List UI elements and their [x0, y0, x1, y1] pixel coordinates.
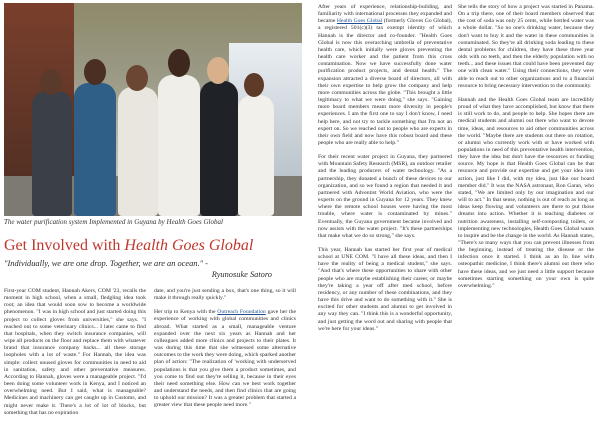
photo-person: [74, 83, 116, 216]
quote-author: Ryunosuke Satoro: [211, 270, 272, 279]
pull-quote: "Individually, we are one drop. Together, we are an ocean." -: [4, 259, 208, 268]
photo-person-head: [126, 65, 148, 91]
photo-person: [200, 81, 238, 216]
photo-person-head: [168, 49, 190, 77]
paragraph: Hannah and the Health Goes Global team are incredibly proud of what they have accomplished, but know that there is still work to do, and people to help. She hopes there are medical students and alumni out there who want to devote time, ideas, and resources to aid other communities across the world. "Maybe there are students out there on rotation, or alumni who currently work with or have worked with populations in need of this preventative health intervention, they have the idea but don't have the resources or funding source. My hope is that Health Goes Global can be that resource and provide our expertise and get your idea into action, just like I did, with my idea, just like our board member did." It was the NASA astronaut, Ron Garan, who stated, "We are limited only by our imagination and our will to act." In that sense, nothing is out of reach as long as ideas keep flowing and volunteers are there to put those dreams into action. Whether it is teaching diabetes or nutrition awareness, installing self-composting toilets, or implementing new technologies, Health Goes Global wants to inspire and be the change in the world. As Hannah states, "There's so many ways that you can prevent illnesses from the beginning, instead of treating the disease or the infection once it started. I think as an In line with osteopathic medicine, I think there's alumni out there who have these ideas, and we just need a little support because sometimes starting something on your own is quite overwhelming.": [458, 96, 594, 289]
article-column-1: [4, 288, 146, 422]
photo-person: [118, 87, 158, 216]
article-column-3: [318, 4, 452, 422]
text-run: After years of experience, relationship-building, and familiarity with international processes they expanded and became: [318, 4, 452, 25]
photo-person: [158, 75, 200, 216]
photo-person-head: [207, 57, 229, 84]
health-goes-global-link[interactable]: Health Goes Global: [336, 18, 383, 25]
photo-person-head: [244, 73, 264, 97]
text-run: Her trip to Kenya with the: [154, 309, 218, 316]
heading-prefix: Get Involved with: [4, 237, 125, 254]
paragraph: date, and you're just sending a box, that's one thing, so it will make it through really quickly.": [154, 288, 296, 302]
paragraph: First-year COM student, Hannah Akers, COM '23, recalls the moment in high school, when a small, fledgling idea took root; an idea that would soon sow to become a worldwide phenomenon. "I was in high school and just started doing this project to collect gloves from universities," she says. "I reached out to some veterinary clinics... I later came to find that hospitals, when they switch insurance companies, will wipe all products on the floor and replace them with whatever brand that insurance company backs... all these storage loopholes with a lot of waste." For Hannah, the idea was simple: collect unused gloves for communities in need to aid in sanitation, safety and other preventative measures. According to Hannah, gloves were a manageable project. "I'd been doing some volunteer work in Kenya, and I noticed an overwhelming need. But I said, what is manageable? Medicines and machinery can get caught up in Customs, and might never make it. There's a lot of lot of blocks, but something that has no expiration: [4, 288, 146, 416]
paragraph: For their recent water project in Guyana, they partnered with Mountain Safety Research (MSR), an outdoor retailer and the leading producers of water technology. "As a partnership, they donated a bunch of these devices to our organization, and so we found a region that needed it and partnered with Adventist World Aviation, who were the experts on the ground in Guyana for 12 years. They knew where the remote school houses were having the most trouble, where water is contaminated by mines." Eventually, the Guyana government became involved and now assists with the water project. "It's these partnerships that make what we do so strong," she says.: [318, 154, 452, 239]
water-purification-photo: [4, 3, 302, 216]
article-column-4: [458, 4, 594, 422]
text-run: (formerly Gloves Go Global), a registered 501(c)(3) tax exempt identity of which Hannah is the director and co-founder. "Health Goes Global is now this overarching umbrella of preventative health care, which initially were gloves preventing the health care worker and the patient from this cross contamination. Now we have successfully done water purification product projects, and dental health." The expansion attracted a diverse board of directors, all with their own expertise to help grow the company and help more communities across the globe. "This brought a little legitimacy to what we were doing," she says. "Gaining more board members meant more diversity in people's experiences. I am the first one to say I don't know, I need help here, and not try to tackle something that I'm not an expert on. So we reached out to people who are experts in their own field and now have this robust board and these people who are really able to help.": [318, 18, 452, 146]
photo-caption: The water purification system Implemented in Guyana by Health Goes Global: [4, 218, 223, 226]
section-heading: [4, 237, 302, 255]
paragraph: [154, 309, 296, 409]
photo-person: [238, 95, 274, 216]
heading-emphasis: Health Goes Global: [124, 237, 254, 254]
paragraph: [318, 4, 452, 147]
photo-person-head: [84, 59, 106, 85]
paragraph: She tells the story of how a project was started in Panama. On a trip there, one of their board members observed that the cost of soda was only 25 cents, while bottled water was a whole dollar. "So no one's drinking water, because they don't want to buy it and the water in these communities is contaminated. So they're all drinking soda leading to these dental problems for children, they have these three year olds with no teeth, and then the elderly population with no teeth... and these issues that could have been prevented day one with clean water." Using their connections, they were able to reach out to other organizations and to a financial resource to bring necessary intervention to the community.: [458, 4, 594, 89]
photo-person-head: [40, 69, 62, 95]
outreach-foundation-link[interactable]: Outreach Foundation: [217, 309, 266, 316]
photo-person: [32, 91, 72, 216]
article-column-2: [154, 288, 296, 422]
paragraph: This year, Hannah has started her first year of medical school at UNE COM. "I have all these ideas, and then I have the reality of being a medical student," she says. "And that's where these opportunities to share with other people who are maybe establishing their career, or maybe they're taking a year off after med school, before residency, or any number of these combinations, and they have this drive and want to do something with it." She is excited for other students and alumni to get involved in any way they can. "I think this is a wonderful opportunity, and just getting the word out and sharing with people that we're here for your ideas.": [318, 247, 452, 332]
text-run: gave her the experience of working with global communities and clinics abroad. What started as a small, manageable venture expanded over the next six years as Hannah and her colleagues added more clinics and projects to their plates. It was during this time that she witnessed some alternative outcomes to the work they were doing, which sparked another plan of action: "The realization of 'working with underserved populations is that you give them a product sometimes, and you come to find out they're selling it, because in their eyes their need something else. How can we best work together and understand the needs, and then find clinics that are going to uphold our mission? It was a greater problem that started a greater view that these people need more.": [154, 309, 296, 409]
